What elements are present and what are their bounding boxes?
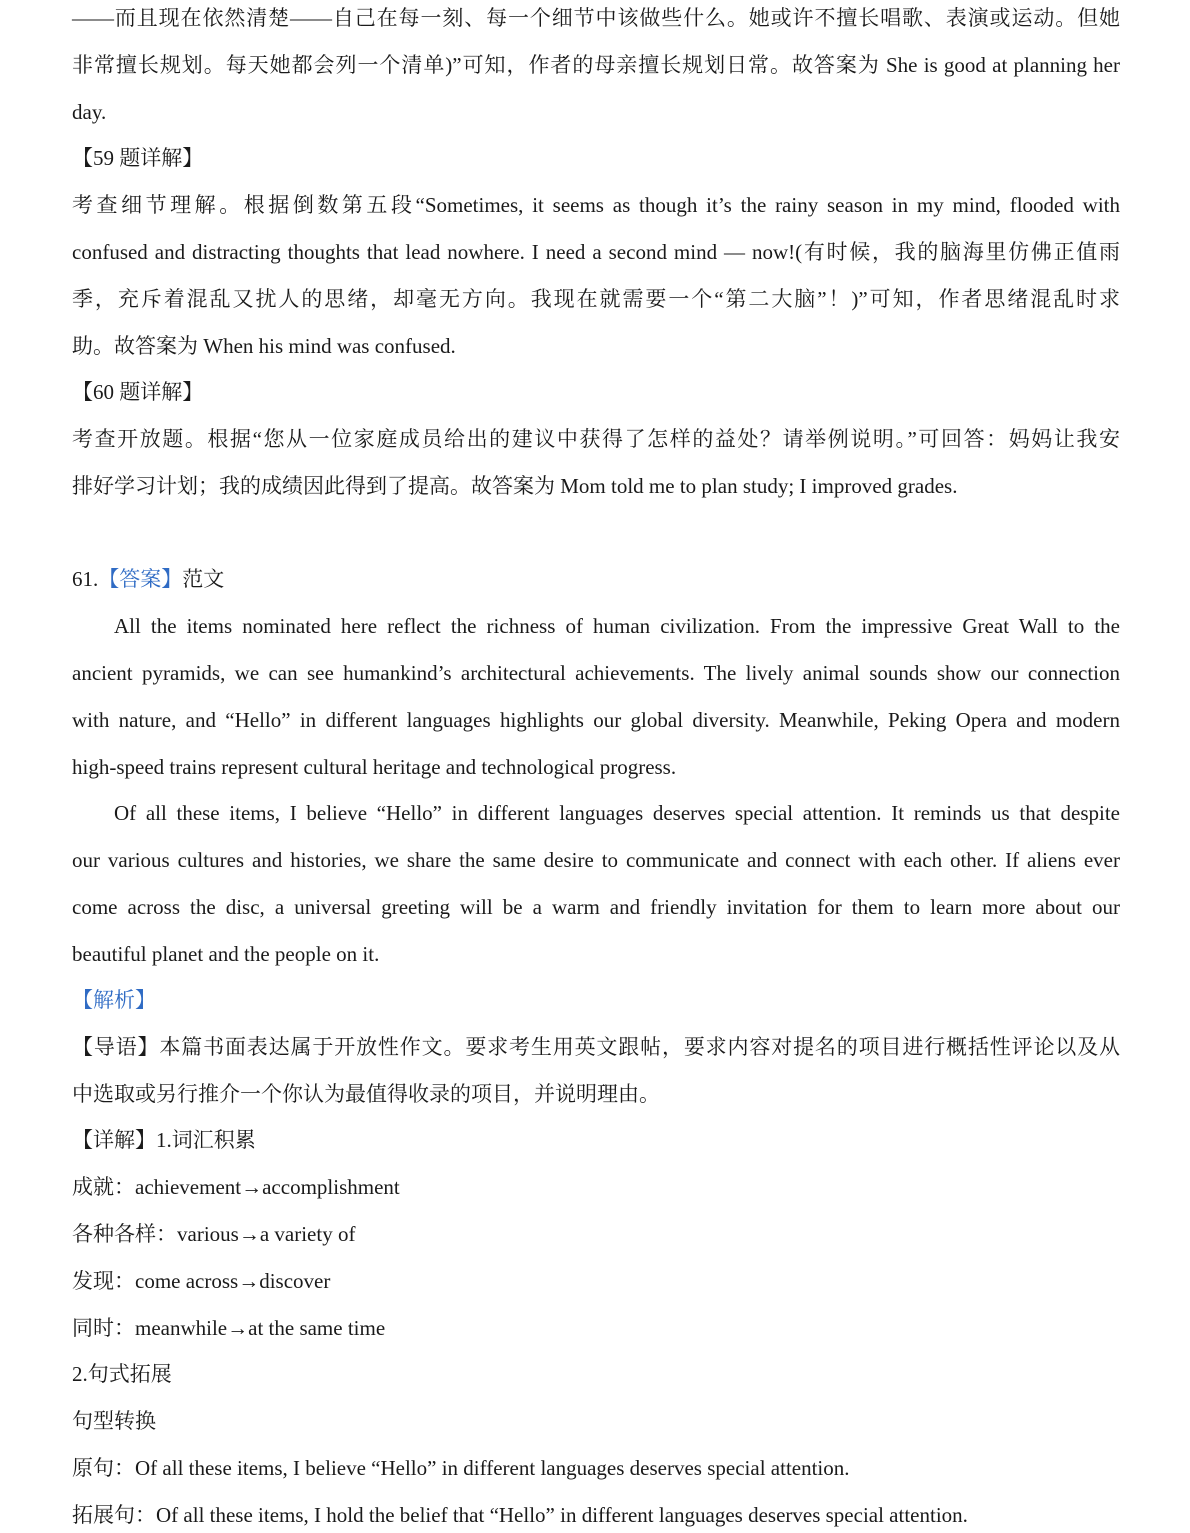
answer-label: 范文 bbox=[182, 567, 225, 591]
text-line: 考查开放题。根据“您从一位家庭成员给出的建议中获得了怎样的益处？请举例说明。”可回答：妈妈让我安 bbox=[72, 427, 1120, 451]
text-line: day. bbox=[72, 100, 107, 124]
text-line: 助。故答案为 When his mind was confused. bbox=[72, 334, 456, 358]
vocab-item: 同时：meanwhile→at the same time bbox=[72, 1316, 386, 1340]
original-sentence: 原句：Of all these items, I believe “Hello” in different languages deserves special attention. bbox=[72, 1456, 850, 1480]
vocab-item: 各种各样：various→a variety of bbox=[72, 1222, 356, 1246]
sentence-subheading: 句型转换 bbox=[72, 1409, 156, 1433]
intro-line: 【导语】本篇书面表达属于开放性作文。要求考生用英文跟帖，要求内容对提名的项目进行概括性评论以及从 bbox=[72, 1035, 1120, 1059]
essay-line: come across the disc, a universal greeting will be a warm and friendly invitation for them to learn more about our bbox=[72, 895, 1120, 919]
question-number: 61. bbox=[72, 567, 99, 591]
essay-line: beautiful planet and the people on it. bbox=[72, 942, 380, 966]
detail-heading: 【详解】1.词汇积累 bbox=[72, 1128, 256, 1152]
vocab-item: 发现：come across→discover bbox=[72, 1269, 331, 1293]
intro-line: 中选取或另行推介一个你认为最值得收录的项目，并说明理由。 bbox=[72, 1082, 660, 1106]
text-line: ——而且现在依然清楚——自己在每一刻、每一个细节中该做些什么。她或许不擅长唱歌、表演或运动。但她 bbox=[72, 6, 1120, 30]
essay-line: our various cultures and histories, we share the same desire to communicate and connect with each other. If aliens ever bbox=[72, 848, 1120, 872]
essay-line: Of all these items, I believe “Hello” in different languages deserves special attention. It reminds us that despite bbox=[114, 801, 1120, 825]
essay-line: with nature, and “Hello” in different languages highlights our global diversity. Meanwhile, Peking Opera and modern bbox=[72, 708, 1120, 732]
essay-line: All the items nominated here reflect the richness of human civilization. From the impressive Great Wall to the bbox=[114, 614, 1120, 638]
vocab-item: 成就：achievement→accomplishment bbox=[72, 1175, 400, 1199]
question-61-header bbox=[72, 564, 1120, 594]
text-line: confused and distracting thoughts that lead nowhere. I need a second mind — now!(有时候，我的脑海里仿佛正值雨 bbox=[72, 240, 1120, 264]
text-line: 非常擅长规划。每天她都会列一个清单)”可知，作者的母亲擅长规划日常。故答案为 She is good at planning her bbox=[72, 53, 1120, 77]
essay-line: ancient pyramids, we can see humankind’s architectural achievements. The lively animal sounds show our connection bbox=[72, 661, 1120, 685]
expanded-sentence: 拓展句：Of all these items, I hold the belief that “Hello” in different languages deserves special attention. bbox=[72, 1503, 968, 1527]
sentence-heading: 2.句式拓展 bbox=[72, 1362, 172, 1386]
section-heading-60: 【60 题详解】 bbox=[72, 380, 204, 404]
answer-tag: 【答案】 bbox=[98, 567, 183, 591]
section-heading-59: 【59 题详解】 bbox=[72, 146, 204, 170]
analysis-tag: 【解析】 bbox=[72, 988, 156, 1012]
essay-line: high-speed trains represent cultural heritage and technological progress. bbox=[72, 755, 677, 779]
text-line: 季，充斥着混乱又扰人的思绪，却毫无方向。我现在就需要一个“第二大脑”！)”可知，作者思绪混乱时求 bbox=[72, 287, 1120, 311]
text-line: 考查细节理解。根据倒数第五段“Sometimes, it seems as though it’s the rainy season in my mind, flooded with bbox=[72, 193, 1120, 217]
text-line: 排好学习计划；我的成绩因此得到了提高。故答案为 Mom told me to plan study; I improved grades. bbox=[72, 474, 958, 498]
